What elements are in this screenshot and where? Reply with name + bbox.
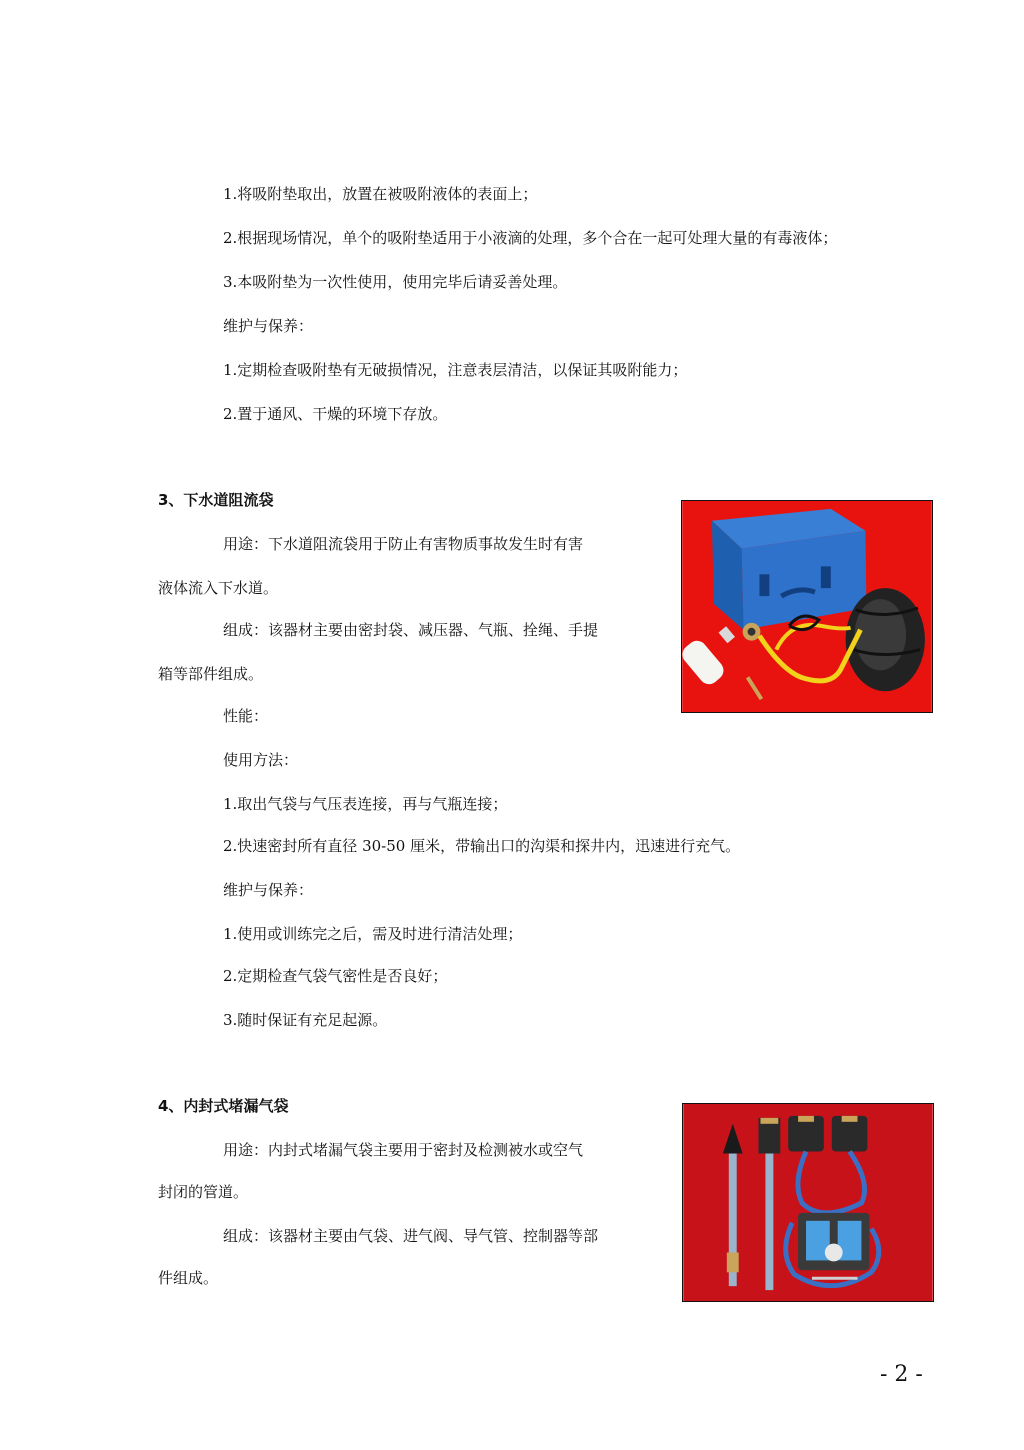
section-3-usage-line-1: 用途：下水道阻流袋用于防止有害物质事故发生时有害 bbox=[223, 535, 584, 553]
controller-dial bbox=[825, 1244, 843, 1262]
case-latch-left bbox=[759, 574, 769, 596]
section-3-method-step-2: 2.快速密封所有直径 30-50 厘米，带输出口的沟渠和探井内，迅速进行充气。 bbox=[223, 837, 741, 855]
section-3-maintenance-step-3: 3.随时保证有充足起源。 bbox=[223, 1011, 388, 1029]
section-4-heading: 4、内封式堵漏气袋 bbox=[158, 1097, 289, 1115]
case-latch-right bbox=[821, 566, 831, 588]
section-4-usage-line-2: 封闭的管道。 bbox=[158, 1183, 249, 1201]
internal-sealing-bag-illustration bbox=[683, 1104, 933, 1301]
page-number: - 2 - bbox=[880, 1362, 923, 1387]
section-4-composition-line-2: 件组成。 bbox=[158, 1269, 219, 1287]
section-4-usage-line-1: 用途：内封式堵漏气袋主要用于密封及检测被水或空气 bbox=[223, 1141, 584, 1159]
sewer-stopper-bag-illustration bbox=[682, 501, 932, 712]
cylinder-plug-tube bbox=[765, 1153, 773, 1290]
section-3-composition-line-2: 箱等部件组成。 bbox=[158, 665, 264, 683]
section-3-usage-line-2: 液体流入下水道。 bbox=[158, 579, 279, 597]
maintenance-step-1: 1.定期检查吸附垫有无破损情况，注意表层清洁，以保证其吸附能力； bbox=[223, 361, 688, 379]
section-3-composition-line-1: 组成：该器材主要由密封袋、减压器、气瓶、拴绳、手提 bbox=[223, 621, 599, 639]
section-3-performance: 性能： bbox=[223, 707, 269, 725]
section-3-maintenance-step-1: 1.使用或训练完之后，需及时进行清洁处理； bbox=[223, 925, 523, 943]
usage-step-1: 1.将吸附垫取出，放置在被吸附液体的表面上； bbox=[223, 185, 538, 203]
maintenance-title: 维护与保养： bbox=[223, 317, 314, 335]
usage-step-2: 2.根据现场情况，单个的吸附垫适用于小液滴的处理，多个合在一起可处理大量的有毒液体； bbox=[223, 229, 838, 247]
section-4-composition-line-1: 组成：该器材主要由气袋、进气阀、导气管、控制器等部 bbox=[223, 1227, 599, 1245]
section-3-heading: 3、下水道阻流袋 bbox=[158, 491, 274, 509]
section-3-method-title: 使用方法： bbox=[223, 751, 299, 769]
section-3-method-step-1: 1.取出气袋与气压表连接，再与气瓶连接； bbox=[223, 795, 508, 813]
section-3-maintenance-title: 维护与保养： bbox=[223, 881, 314, 899]
internal-sealing-bag-photo bbox=[682, 1103, 934, 1302]
usage-step-3: 3.本吸附垫为一次性使用，使用完毕后请妥善处理。 bbox=[223, 273, 568, 291]
sewer-stopper-bag-photo bbox=[681, 500, 933, 713]
stopper-bag-highlight bbox=[855, 599, 907, 670]
section-3-maintenance-step-2: 2.定期检查气袋气密性是否良好； bbox=[223, 967, 448, 985]
maintenance-step-2: 2.置于通风、干燥的环境下存放。 bbox=[223, 405, 448, 423]
